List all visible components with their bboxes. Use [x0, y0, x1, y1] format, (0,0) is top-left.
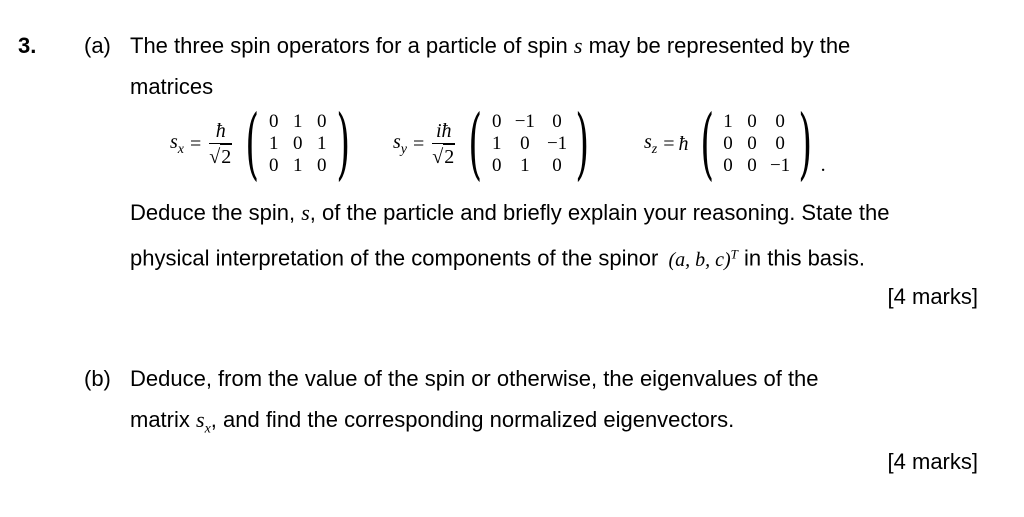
sy-equals: = — [413, 132, 425, 155]
sx-denominator: √2 — [209, 146, 232, 168]
part-b-matrix-var: $s_x$ — [196, 407, 211, 437]
sy-equation — [393, 99, 598, 189]
sx-equals: = — [190, 132, 202, 155]
sz-equation — [644, 99, 826, 189]
sx-matrix: ( 0 1 0 1 0 1 0 1 0 ) — [245, 99, 350, 189]
part-a-label: (a) — [84, 33, 111, 58]
part-a-deduce-line2: physical interpretation of the components of the spinor (a, b, c)$^T$ in this basis. — [130, 245, 866, 271]
sz-trailing-period: . — [820, 154, 826, 176]
intro-text-pre: The three spin operators for a particle of spin — [130, 33, 574, 58]
sz-lhs: $s_z$ — [644, 130, 658, 157]
question-number: 3. — [18, 33, 37, 58]
part-b-line1: Deduce, from the value of the spin or otherwise, the eigenvalues of the — [130, 366, 819, 391]
spinor-expression: (a, b, c)$^T$ — [668, 246, 738, 271]
sx-numerator: ħ — [215, 120, 226, 142]
deduce-spin-var: s — [301, 200, 310, 225]
sz-equals: = — [663, 132, 675, 155]
part-b-line2: matrix $s_x$, and find the corresponding normalized eigenvectors. — [130, 407, 735, 437]
part-b-label: (b) — [84, 366, 111, 391]
sz-coefficient: ħ — [678, 132, 689, 155]
part-a-marks: [4 marks] — [887, 284, 978, 309]
part-b-marks: [4 marks] — [887, 449, 978, 474]
part-a-deduce-line1: Deduce the spin, s, of the particle and briefly explain your reasoning. State the — [130, 200, 890, 225]
sx-lhs: $s_x$ — [170, 130, 185, 157]
intro-spin-var: s — [573, 33, 583, 58]
sy-numerator: iħ — [436, 120, 452, 142]
sy-fraction — [432, 119, 455, 169]
sx-fraction — [209, 119, 232, 169]
part-a-intro-line1 — [130, 33, 850, 59]
part-a-intro-line2: matrices — [130, 74, 214, 99]
sy-denominator: √2 — [432, 146, 455, 168]
sy-lhs: $s_y$ — [393, 130, 408, 157]
sz-matrix: ( 1 0 0 0 0 0 0 0 −1 ) — [699, 99, 813, 189]
sx-equation — [170, 99, 358, 189]
sy-matrix: ( 0 −1 0 1 0 −1 0 1 0 ) — [468, 99, 590, 189]
intro-text-post: may be represented by the — [582, 33, 851, 58]
